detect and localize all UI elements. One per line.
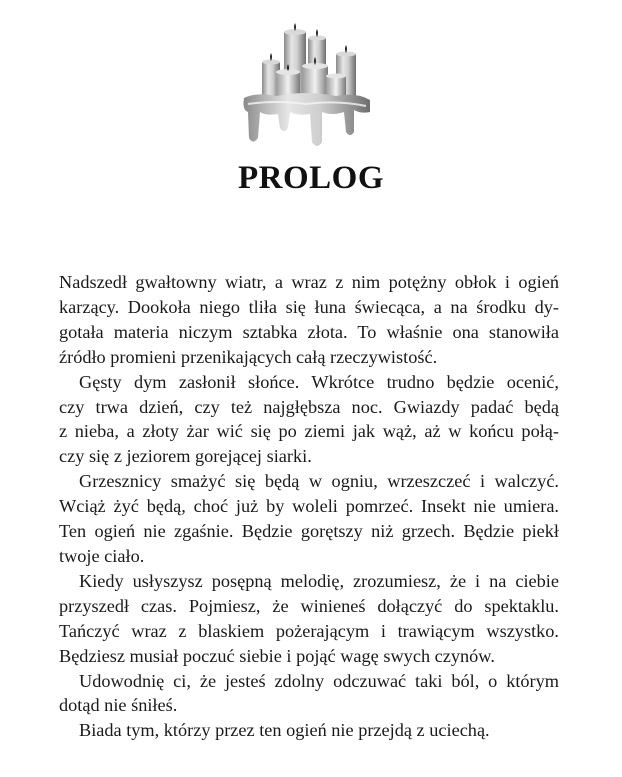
prolog-body-text bbox=[59, 270, 559, 743]
text-line: z nieba, a złoty żar wić się po ziemi jak wąż, aż w końcu połą- bbox=[59, 421, 559, 442]
text-line: Tańczyć wraz z blaskiem pożerającym i trawiącym wszystko. bbox=[59, 620, 559, 641]
text-line: czy się z jeziorem gorejącej siarki. bbox=[59, 446, 312, 467]
text-line: dotąd nie śniłeś. bbox=[59, 695, 178, 716]
text-line: źródło promieni przenikających całą rzeczywistość. bbox=[59, 346, 438, 367]
chapter-title: PROLOG bbox=[237, 160, 384, 196]
text-line: Gęsty dym zasłonił słońce. Wkrótce trudno będzie ocenić, bbox=[79, 371, 559, 392]
dripping-candles-icon bbox=[236, 20, 376, 150]
text-line: karzący. Dookoła niego tliła się łuna świecąca, a na środku dy- bbox=[59, 296, 559, 317]
text-line: Udowodnię ci, że jesteś zdolny odczuwać taki ból, o którym bbox=[79, 670, 559, 691]
text-line: Ten ogień nie zgaśnie. Będzie gorętszy niż grzech. Będzie piekł bbox=[59, 521, 559, 542]
text-line: Biada tym, którzy przez ten ogień nie przejdą z uciechą. bbox=[79, 720, 490, 741]
text-line: Będziesz musiał poczuć siebie i pojąć wagę swych czynów. bbox=[59, 645, 495, 666]
text-line: czy trwa dzień, czy też najgłębsza noc. Gwiazdy padać będą bbox=[59, 396, 559, 417]
text-line: Kiedy usłyszysz posępną melodię, zrozumiesz, że i na ciebie bbox=[79, 570, 559, 591]
text-line: twoje ciało. bbox=[59, 545, 145, 566]
text-line: Nadszedł gwałtowny wiatr, a wraz z nim potężny obłok i ogień bbox=[59, 272, 559, 292]
text-line: gotała materia niczym sztabka złota. To właśnie ona stanowiła bbox=[59, 321, 559, 342]
text-line: Grzesznicy smażyć się będą w ogniu, wrzeszczeć i walczyć. bbox=[79, 471, 559, 492]
text-line: przyszedł czas. Pojmiesz, że winieneś dołączyć do spektaklu. bbox=[59, 595, 559, 616]
text-line: Wciąż żyć będą, choć już by woleli pomrzeć. Insekt nie umiera. bbox=[59, 496, 559, 517]
